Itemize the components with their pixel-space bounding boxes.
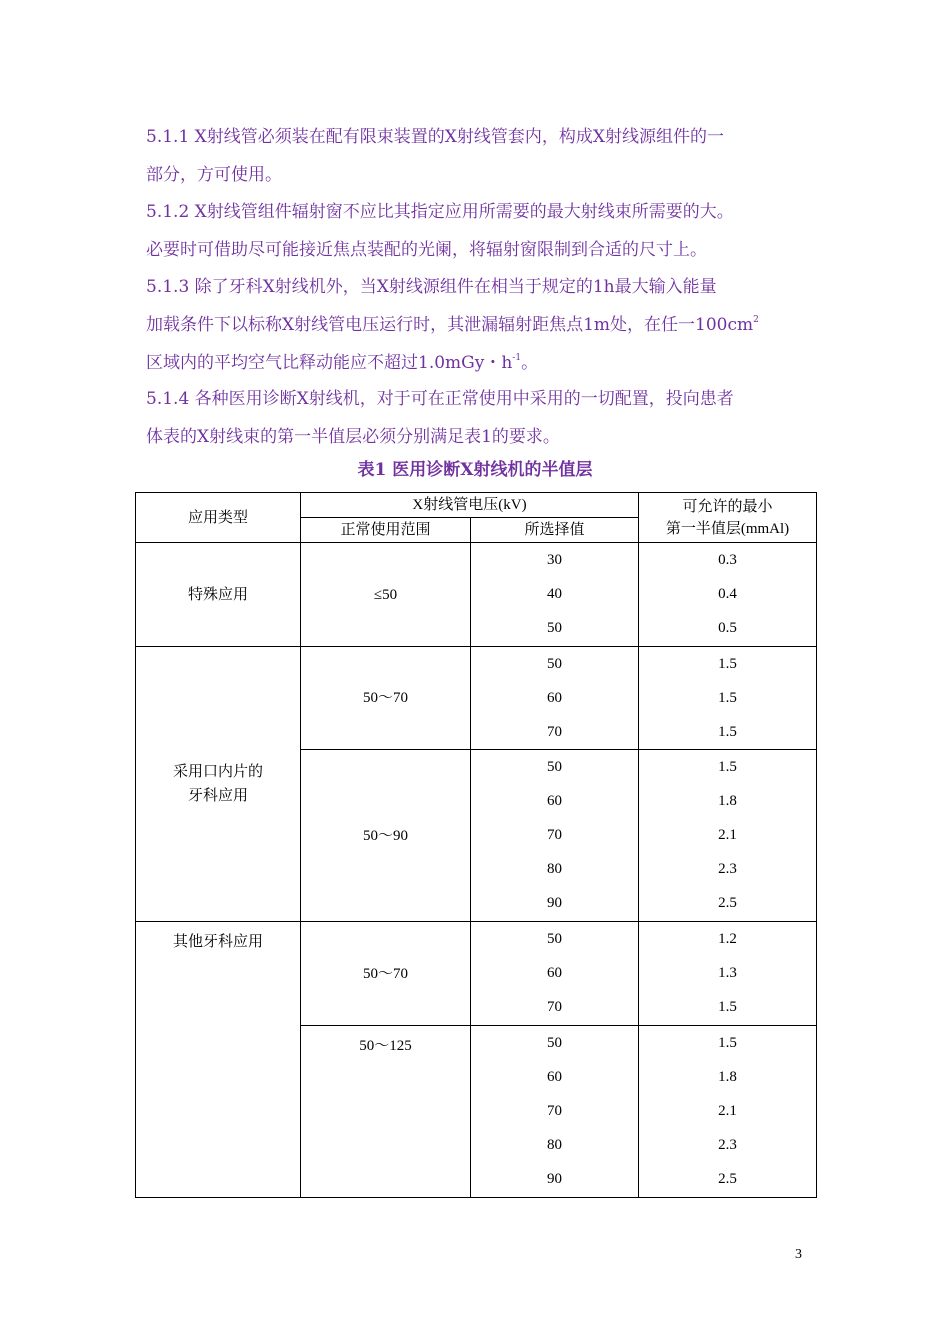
header-min-hvl-line: 可允许的最小: [682, 498, 773, 515]
application-line: 牙科应用: [187, 788, 248, 804]
header-tube-voltage: X射线管电压(kV): [301, 493, 639, 518]
area-unit-superscript: 2: [753, 315, 759, 325]
paragraph-text: 加载条件下以标称X射线管电压运行时，其泄漏辐射距焦点1m处，在任一100cm: [146, 315, 754, 335]
application-cell: 其他牙科应用: [136, 922, 301, 1198]
paragraph-text: 区域内的平均空气比释动能应不超过1.0mGy・h: [146, 353, 513, 373]
header-normal-range: 正常使用范围: [301, 518, 471, 543]
hvl-value: 1.8: [718, 1069, 737, 1085]
range-cell: 50～125: [301, 1026, 471, 1198]
kv-value: 60: [547, 1069, 562, 1085]
hvl-values-cell: [639, 750, 817, 922]
paragraph-5-1-2: [146, 193, 816, 269]
table-row: [136, 922, 817, 1026]
table-caption: 表1 医用诊断X射线机的半值层: [357, 460, 593, 480]
hvl-value: 2.3: [718, 1137, 737, 1153]
hvl-value: 0.4: [718, 586, 737, 602]
paragraph-line: [146, 306, 816, 344]
paragraph-5-1-3: [146, 268, 816, 382]
paragraph-line: 5.1.1 X射线管必须装在配有限束装置的X射线管套内，构成X射线源组件的一: [146, 127, 724, 147]
hvl-value: 1.5: [718, 999, 737, 1015]
kv-value: 50: [547, 656, 562, 672]
kv-value: 50: [547, 759, 562, 775]
kv-value: 70: [547, 1103, 562, 1119]
table-row: [136, 543, 817, 647]
hvl-value: 1.8: [718, 793, 737, 809]
hvl-value: 0.5: [718, 620, 737, 636]
kv-value: 50: [547, 1035, 562, 1051]
kv-value: 70: [547, 724, 562, 740]
hvl-values-cell: [639, 1026, 817, 1198]
paragraph-line: 5.1.4 各种医用诊断X射线机，对于可在正常使用中采用的一切配置，投向患者: [146, 389, 734, 409]
hvl-value: 2.3: [718, 861, 737, 877]
page-number: 3: [795, 1247, 802, 1262]
half-value-layer-table: [135, 492, 817, 1198]
hvl-value: 1.5: [718, 759, 737, 775]
kv-value: 30: [547, 552, 562, 568]
kv-value: 90: [547, 1171, 562, 1187]
hvl-value: 1.5: [718, 1035, 737, 1051]
hvl-value: 1.3: [718, 965, 737, 981]
paragraph-5-1-4: [146, 380, 816, 456]
paragraph-line: [146, 344, 816, 382]
hvl-values-cell: [639, 647, 817, 750]
paragraph-line: 5.1.2 X射线管组件辐射窗不应比其指定应用所需要的最大射线束所需要的大。: [146, 202, 734, 222]
kv-value: 80: [547, 1137, 562, 1153]
kv-value: 60: [547, 793, 562, 809]
kv-values-cell: [471, 750, 639, 922]
kv-value: 90: [547, 895, 562, 911]
hvl-value: 2.5: [718, 895, 737, 911]
hvl-values-cell: [639, 543, 817, 647]
kv-value: 70: [547, 827, 562, 843]
application-cell: 特殊应用: [136, 543, 301, 647]
kv-values-cell: [471, 1026, 639, 1198]
kv-values-cell: [471, 647, 639, 750]
paragraph-5-1-1: [146, 118, 816, 194]
paragraph-line: 必要时可借助尽可能接近焦点装配的光阑，将辐射窗限制到合适的尺寸上。: [146, 240, 707, 260]
kv-values-cell: [471, 543, 639, 647]
hvl-value: 1.5: [718, 724, 737, 740]
application-line: 采用口内片的: [172, 764, 263, 780]
table-row: [136, 647, 817, 750]
hvl-value: 1.5: [718, 656, 737, 672]
hvl-value: 2.5: [718, 1171, 737, 1187]
hvl-value: 2.1: [718, 827, 737, 843]
header-application-type: 应用类型: [136, 493, 301, 543]
application-cell: [136, 647, 301, 922]
kv-value: 50: [547, 931, 562, 947]
header-min-hvl-line: 第一半值层(mmAl): [665, 520, 790, 537]
kv-value: 70: [547, 999, 562, 1015]
paragraph-line: 部分，方可使用。: [146, 165, 282, 185]
hvl-value: 1.5: [718, 690, 737, 706]
range-cell: ≤50: [301, 543, 471, 647]
kv-value: 50: [547, 620, 562, 636]
paragraph-text: 。: [521, 353, 539, 373]
paragraph-line: 5.1.3 除了牙科X射线机外，当X射线源组件在相当于规定的1h最大输入能量: [146, 277, 717, 297]
kv-value: 80: [547, 861, 562, 877]
range-cell: 50～70: [301, 922, 471, 1026]
hvl-value: 0.3: [718, 552, 737, 568]
range-cell: 50～70: [301, 647, 471, 750]
kv-value: 60: [547, 690, 562, 706]
kv-value: 40: [547, 586, 562, 602]
hvl-value: 1.2: [718, 931, 737, 947]
header-selected-value: 所选择值: [471, 518, 639, 543]
rate-unit-superscript: -1: [512, 353, 522, 363]
paragraph-line: 体表的X射线束的第一半值层必须分别满足表1的要求。: [146, 427, 560, 447]
hvl-values-cell: [639, 922, 817, 1026]
kv-values-cell: [471, 922, 639, 1026]
kv-value: 60: [547, 965, 562, 981]
range-cell: 50～90: [301, 750, 471, 922]
hvl-value: 2.1: [718, 1103, 737, 1119]
header-min-hvl: [639, 493, 817, 543]
